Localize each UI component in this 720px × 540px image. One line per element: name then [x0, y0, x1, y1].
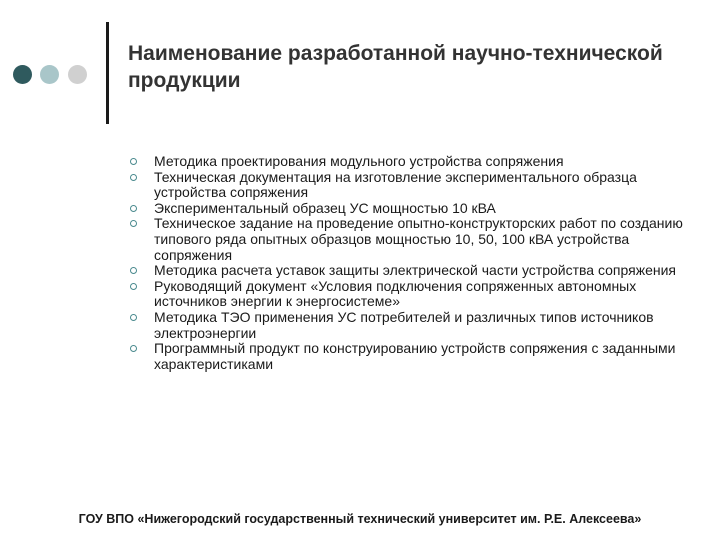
bullet-text: Программный продукт по конструированию устройств сопряжения с заданными характеристиками	[154, 340, 676, 372]
bullet-circle-icon	[130, 345, 137, 352]
bullet-item	[128, 279, 688, 310]
bullet-circle-icon	[130, 174, 137, 181]
bullet-circle-icon	[130, 267, 137, 274]
bullet-text: Методика проектирования модульного устройства сопряжения	[154, 153, 564, 169]
bullet-circle-icon	[130, 205, 137, 212]
bullet-text: Руководящий документ «Условия подключения сопряженных автономных источников энергии к энергосистеме»	[154, 277, 637, 310]
title-divider	[106, 22, 109, 124]
bullet-list	[128, 154, 688, 372]
bullet-item	[128, 263, 688, 279]
bullet-circle-icon	[130, 314, 137, 321]
decor-circle-dark	[13, 65, 32, 84]
bullet-circle-icon	[130, 220, 137, 227]
bullet-text: Техническая документация на изготовление экспериментального образца устройства сопряжения	[154, 168, 637, 201]
decor-circle-grey	[68, 65, 87, 84]
bullet-item	[128, 341, 688, 372]
bullet-item	[128, 216, 688, 263]
bullet-item	[128, 201, 688, 217]
bullet-text: Экспериментальный образец УС мощностью 10 кВА	[154, 199, 496, 216]
bullet-text: Методика расчета уставок защиты электрической части устройства сопряжения	[154, 262, 676, 279]
bullet-item	[128, 310, 688, 341]
footer-organization: ГОУ ВПО «Нижегородский государственный технический университет им. Р.Е. Алексеева»	[78, 512, 642, 526]
bullet-circle-icon	[130, 283, 137, 290]
bullet-item	[128, 170, 688, 201]
bullet-circle-icon	[130, 158, 137, 165]
slide-title: Наименование разработанной научно-технической продукции	[128, 42, 663, 92]
bullet-text: Методика ТЭО применения УС потребителей и различных типов источников электроэнергии	[154, 308, 654, 341]
decor-circle-light	[40, 65, 59, 84]
bullet-text: Техническое задание на проведение опытно-конструкторских работ по созданию типового ряда опытных образцов мощностью 10, 50, 100 кВА устройства сопряжения	[154, 215, 683, 263]
bullet-item	[128, 154, 688, 170]
